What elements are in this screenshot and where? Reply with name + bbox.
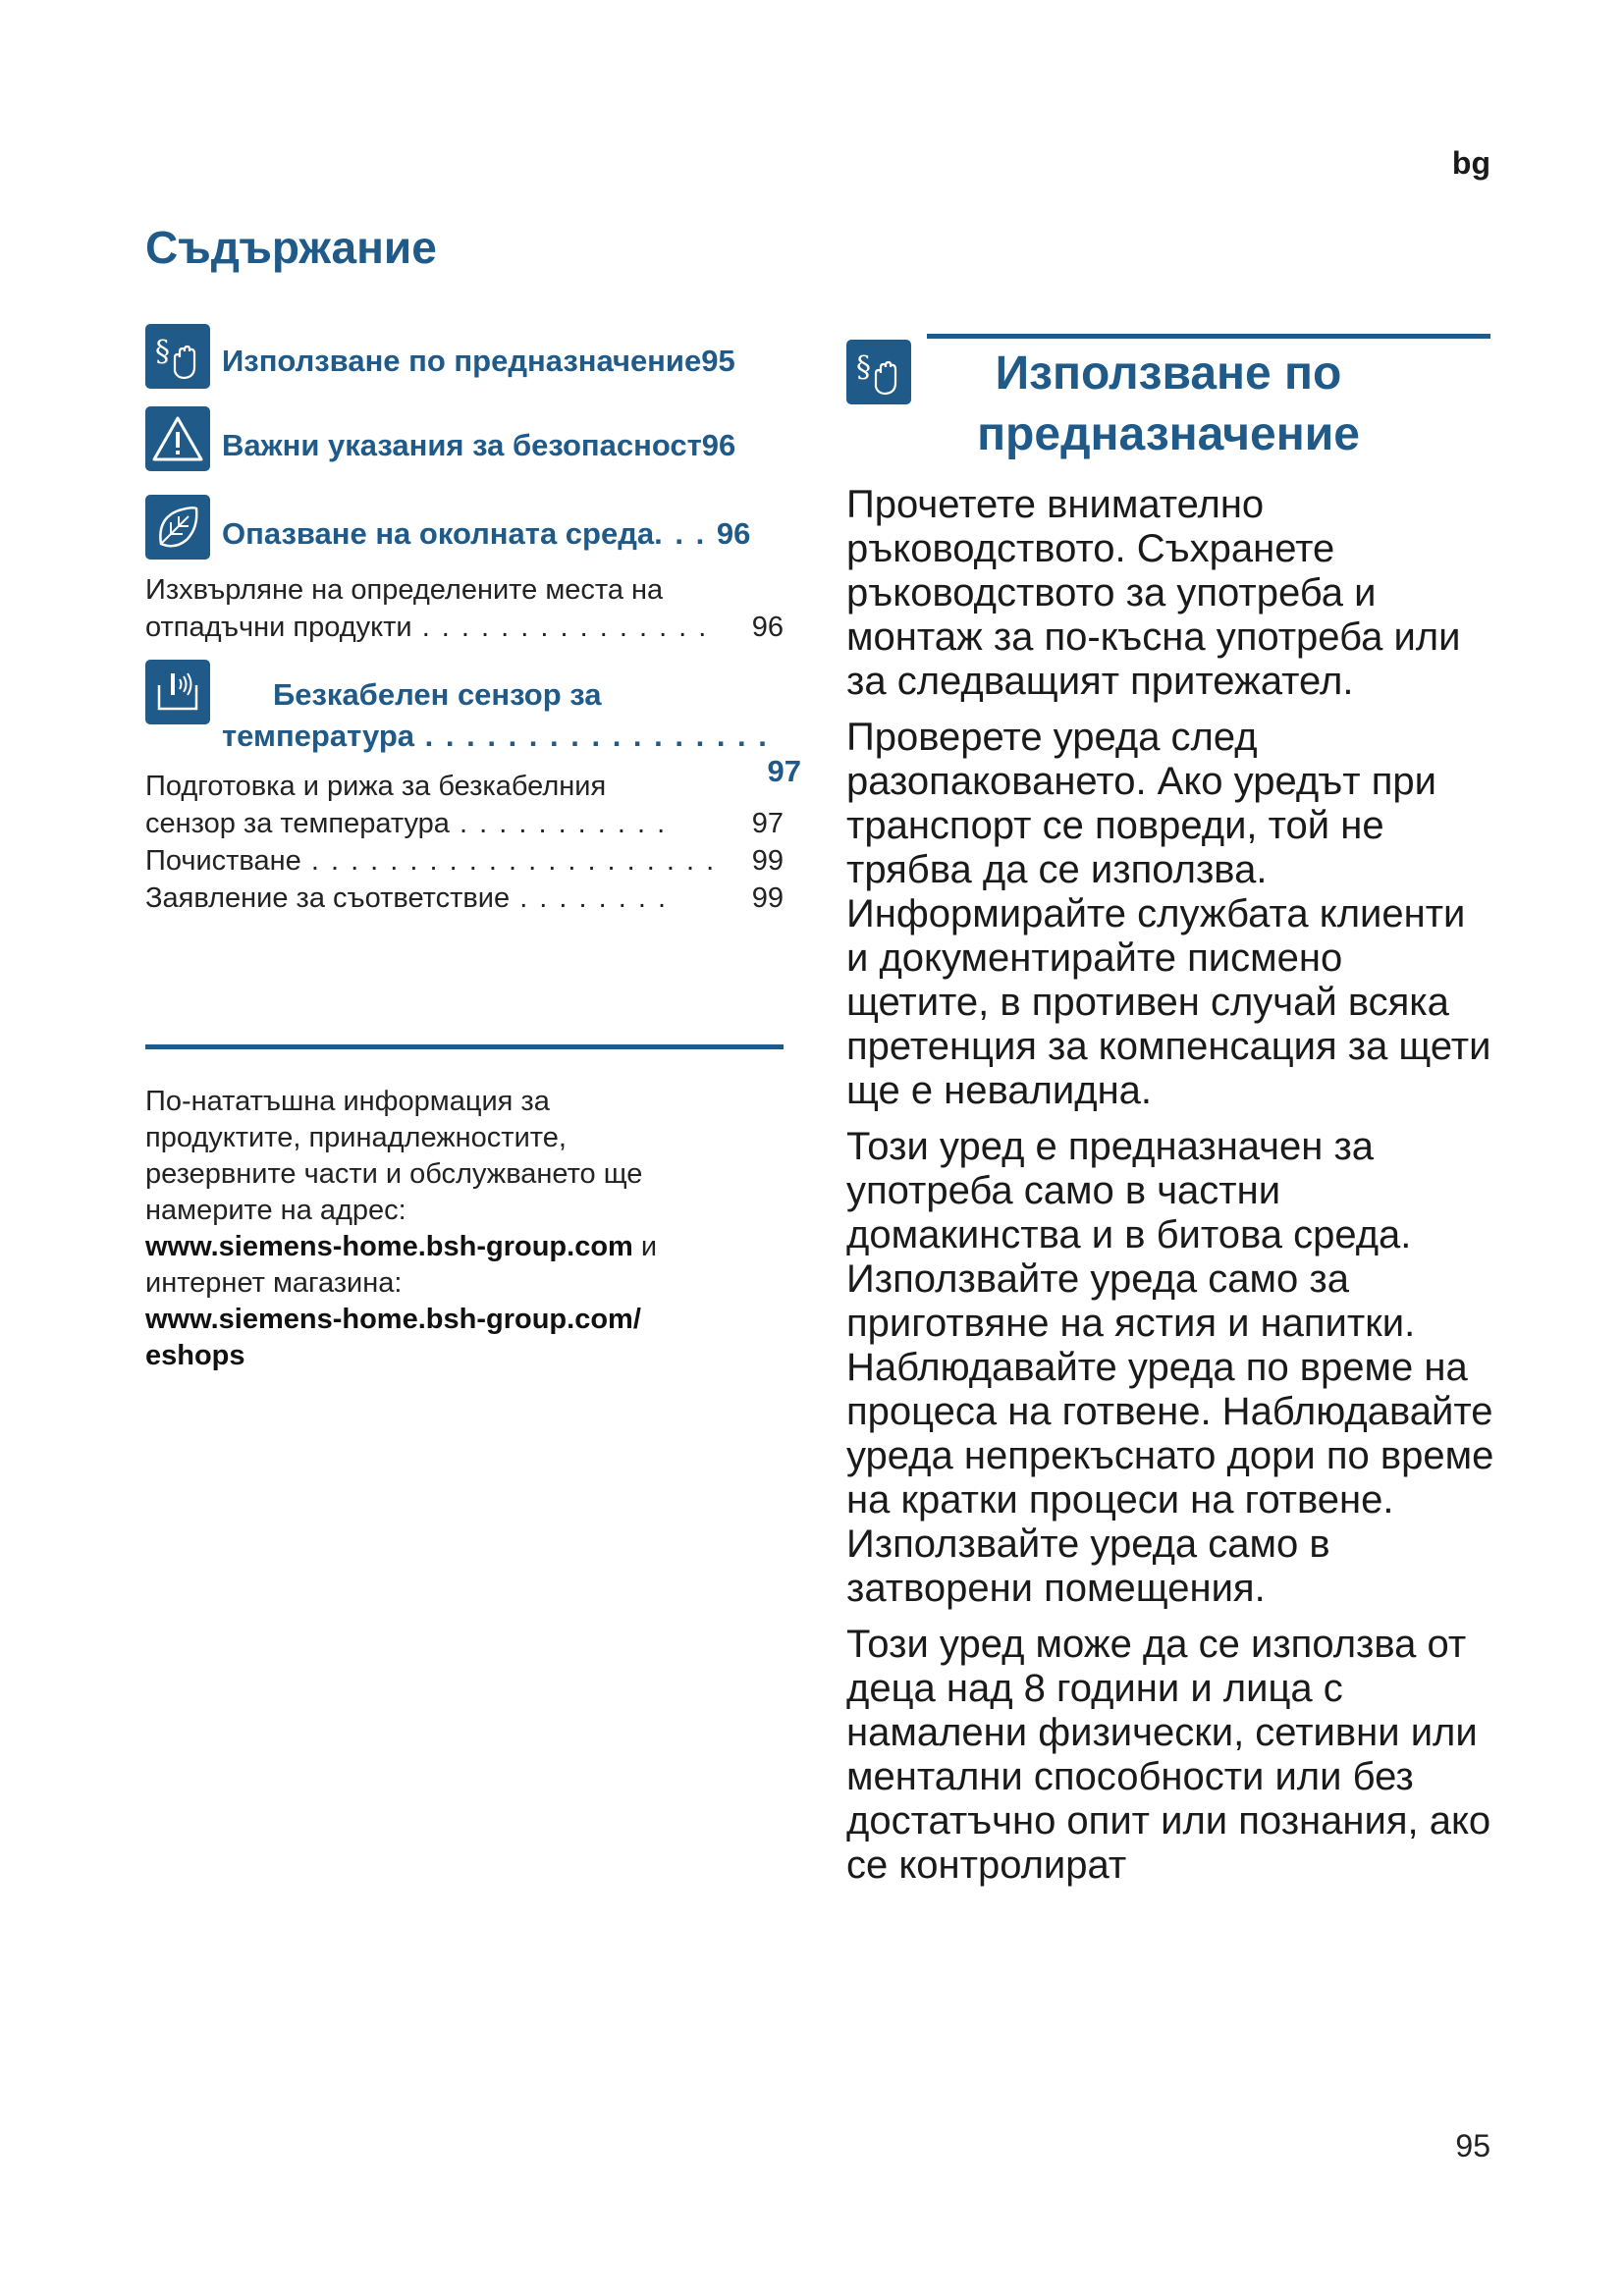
paragraph: Този уред е предназначен за употреба само в частни домакинства и в битова среда. Използвайте уреда само за приготвяне на ястия и напитки. Наблюдавайте уреда по време на процеса на готвене. Наблюдавайте уреда непрекъснато дори по време на кратки процеси на готвене. Използвайте уреда само в затворени помещения. <box>846 1125 1494 1610</box>
language-code: bg <box>1451 145 1490 181</box>
toc-entry-label: Важни указания за безопасност <box>222 428 702 462</box>
toc-entry-sensor[interactable]: температура . . . . . . . . . . . . . . . . . 97 <box>222 719 801 788</box>
toc-entry-safety[interactable] <box>222 428 791 463</box>
toc-sub-disposal[interactable] <box>145 571 784 646</box>
divider <box>145 1044 784 1049</box>
wireless-sensor-icon <box>145 660 210 724</box>
toc-entry-environment[interactable]: Опазване на околната среда. . . 96 <box>222 516 751 551</box>
section-title-line: Използване по <box>995 347 1342 400</box>
paragraph-hand-icon <box>846 340 911 404</box>
toc-sub-line: Изхвърляне на определените места на <box>145 574 664 606</box>
paragraph: Прочетете внимателно ръководството. Съхранете ръководството за употреба и монтаж за по-късна употреба или за следващият притежател. <box>846 483 1461 703</box>
svg-text:§: § <box>856 350 871 385</box>
toc-sub-line: сензор за температура . . . . . . . . . . . 97 <box>145 808 784 839</box>
paragraph: Този уред може да се използва от деца над 8 години и лица с намалени физически, сетивни или ментални способности или без достатъчно опит или познания, ако се контролират <box>846 1623 1491 1887</box>
section-rule <box>927 334 1490 339</box>
info-line: интернет магазина: <box>145 1267 403 1299</box>
toc-title: Съдържание <box>145 222 437 273</box>
paragraph: Проверете уреда след разопаковането. Ако уредът при транспорт се повреди, той не трябва да се използва. Информирайте службата клиенти и документирайте писмено щетите, в противен случай всяка претенция за компенсация за щети ще е невалидна. <box>846 716 1491 1112</box>
further-info <box>145 1084 793 1374</box>
toc-entry-sensor-line1[interactable]: Безкабелен сензор за <box>273 677 602 712</box>
toc-sub-preparation[interactable] <box>145 768 784 842</box>
info-line: продуктите, принадлежностите, <box>145 1122 567 1153</box>
info-conj: и <box>640 1231 658 1262</box>
info-line: По-нататъшна информация за <box>145 1086 550 1117</box>
toc-entry-label: Опазване на околната среда <box>222 516 655 551</box>
toc-entry-label: Използване по предназначение <box>222 344 702 378</box>
toc-sub-declaration[interactable]: Заявление за съответствие . . . . . . . . 99 <box>145 882 784 914</box>
section-title-line: предназначение <box>977 408 1360 460</box>
eshop-link[interactable]: www.siemens-home.bsh-group.com/ <box>145 1304 641 1335</box>
svg-text:§: § <box>155 335 170 369</box>
warning-triangle-icon <box>145 406 210 471</box>
toc-entry-intended-use[interactable] <box>222 344 791 379</box>
toc-sub-line: отпадъчни продукти . . . . . . . . . . . . . . . 96 <box>145 612 784 643</box>
eshop-link-cont[interactable]: eshops <box>145 1340 245 1371</box>
paragraph-hand-icon <box>145 324 210 389</box>
section-title <box>913 344 1424 465</box>
toc-entry-page: 96 <box>701 428 736 462</box>
info-line: резервните части и обслужването ще <box>145 1158 643 1190</box>
toc-entry-page: 97 <box>767 754 801 788</box>
toc-entry-label: температура <box>222 719 415 753</box>
toc-entry-page: 96 <box>716 516 751 551</box>
toc-sub-cleaning[interactable]: Почистване . . . . . . . . . . . . . . . . . . . . . 99 <box>145 845 784 877</box>
website-link[interactable]: www.siemens-home.bsh-group.com <box>145 1231 633 1262</box>
leaf-icon <box>145 495 210 560</box>
toc-entry-page: 95 <box>701 344 735 378</box>
info-line: намерите на адрес: <box>145 1195 406 1226</box>
page-number: 95 <box>1455 2128 1490 2163</box>
toc-sub-line: Подготовка и рижа за безкабелния <box>145 771 607 802</box>
section-body <box>846 483 1494 1899</box>
